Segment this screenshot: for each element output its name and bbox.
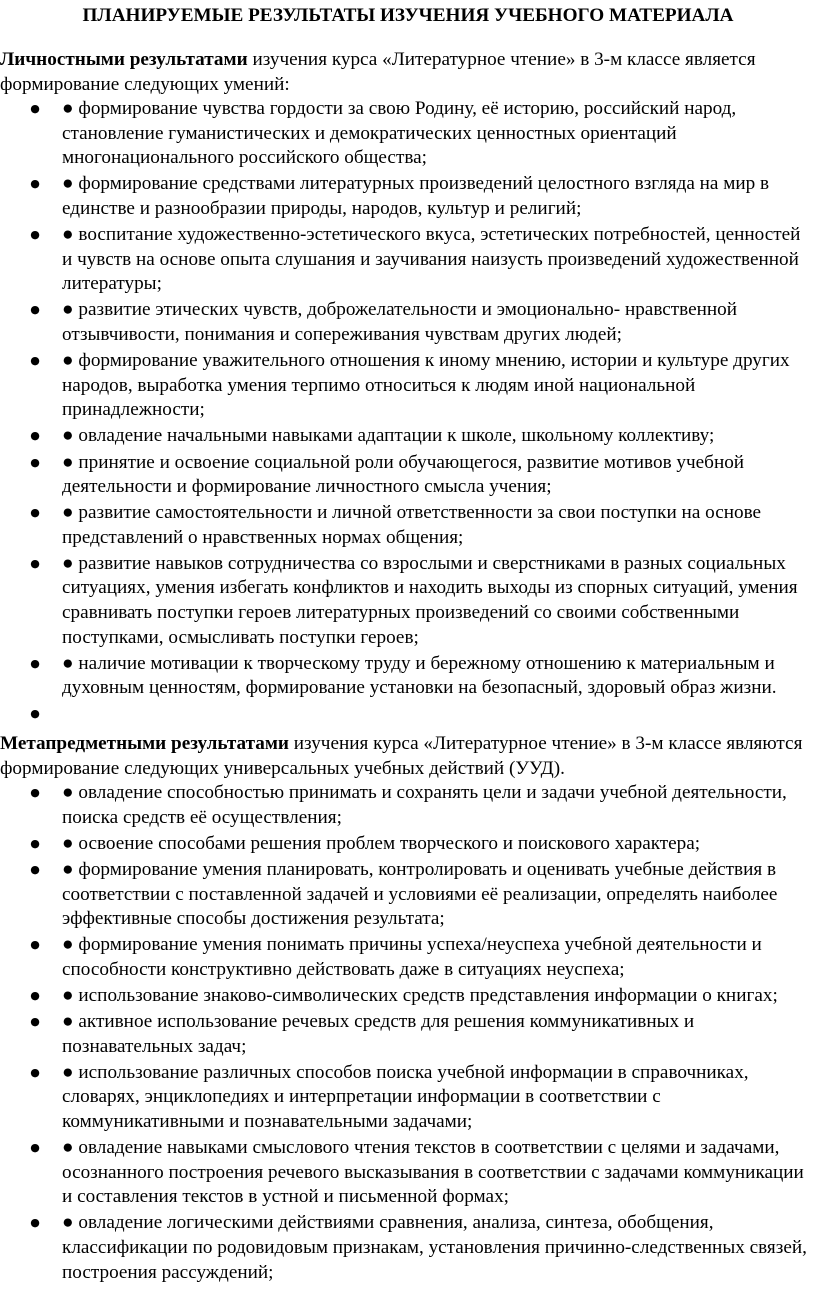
- list-item-text: ● использование знаково-символических средств представления информации о книгах;: [62, 984, 778, 1006]
- list-item: [0, 933, 816, 982]
- bullet-icon: ●: [30, 506, 40, 520]
- list-item-text: ● овладение навыками смыслового чтения текстов в соответствии с целями и задачами, осознанного построения речевого высказывания в соответствии с задачами коммуникации и составления текстов в устной и письменной формах;: [62, 1137, 804, 1208]
- list-item: [0, 832, 816, 857]
- bullet-icon: ●: [30, 429, 40, 443]
- list-item: [0, 97, 816, 171]
- bullet-icon: ●: [30, 556, 40, 570]
- bullet-icon: ●: [30, 1216, 40, 1230]
- list-item: [0, 652, 816, 701]
- bullet-icon: ●: [30, 177, 40, 191]
- list-item: [0, 781, 816, 830]
- list-item: [0, 349, 816, 423]
- list-item: [0, 424, 816, 449]
- list-item-text: ● использование различных способов поиска учебной информации в справочниках, словарях, энциклопедиях и интерпретации информации в соответствии с коммуникативными и познавательными задачами;: [62, 1061, 749, 1132]
- bullet-icon: ●: [30, 455, 40, 469]
- list-item: [0, 451, 816, 500]
- bullet-icon: ●: [30, 988, 40, 1002]
- list-item: [0, 702, 816, 727]
- bullet-icon: ●: [30, 707, 40, 721]
- list-item-text: ● наличие мотивации к творческому труду и бережному отношению к материальным и духовным ценностям, формирование установки на безопасный, здоровый образ жизни.: [62, 652, 777, 699]
- meta-results-intro-text: изучения курса «Литературное чтение» в 3-м классе являются формирование следующих универсальных учебных действий (УУД).: [0, 733, 803, 779]
- list-item: [0, 1211, 816, 1285]
- bullet-icon: ●: [30, 938, 40, 952]
- list-item-text: ● принятие и освоение социальной роли обучающегося, развитие мотивов учебной деятельности и формирование личностного смысла учения;: [62, 451, 745, 498]
- bullet-icon: ●: [30, 228, 40, 242]
- personal-results-list: [0, 97, 816, 727]
- bullet-icon: ●: [30, 102, 40, 116]
- bullet-icon: ●: [30, 656, 40, 670]
- list-item-text: ● овладение логическими действиями сравнения, анализа, синтеза, обобщения, классификации по родовидовым признакам, установления причинно-следственных связей, построения рассуждений;: [62, 1212, 807, 1283]
- bullet-icon: ●: [30, 354, 40, 368]
- bullet-icon: ●: [30, 786, 40, 800]
- bullet-icon: ●: [30, 863, 40, 876]
- list-item: [0, 298, 816, 347]
- list-item-text: ● воспитание художественно-эстетического вкуса, эстетических потребностей, ценностей и чувств на основе опыта слушания и заучивания наизусть произведений художественной литературы;: [62, 224, 801, 295]
- list-item-text: ● активное использование речевых средств для решения коммуникативных и познавательных задач;: [62, 1011, 695, 1057]
- list-item: [0, 1010, 816, 1059]
- list-item-text: ● формирование умения планировать, контролировать и оценивать учебные действия в соответствии с поставленной задачей и условиями её реализации, определять наиболее эффективные способы достижения результата;: [62, 859, 778, 930]
- list-item: [0, 172, 816, 221]
- list-item: [0, 1136, 816, 1210]
- list-item-text: ● овладение начальными навыками адаптации к школе, школьному коллективу;: [62, 425, 715, 447]
- list-item-text: ● освоение способами решения проблем творческого и поискового характера;: [62, 832, 701, 854]
- bullet-icon: ●: [30, 1141, 40, 1155]
- list-item-text: ● развитие навыков сотрудничества со взрослыми и сверстниками в разных социальных ситуациях, умения избегать конфликтов и находить выходы из спорных ситуаций, умения сравнивать поступки героев литературных произведений со своими собственными поступками, осмысливать поступки героев;: [62, 552, 798, 648]
- list-item-text: ● формирование умения понимать причины успеха/неуспеха учебной деятельности и способности конструктивно действовать даже в ситуациях неуспеха;: [62, 934, 762, 980]
- personal-results-intro: [0, 48, 816, 97]
- list-item-text: ● овладение способностью принимать и сохранять цели и задачи учебной деятельности, поиска средств её осуществления;: [62, 782, 787, 828]
- list-item-text: ● развитие самостоятельности и личной ответственности за свои поступки на основе представлений о нравственных нормах общения;: [62, 502, 762, 548]
- personal-results-lead: Личностными результатами: [0, 49, 248, 70]
- list-item: [0, 552, 816, 650]
- list-item-text: ● формирование средствами литературных произведений целостного взгляда на мир в единстве и разнообразии природы, народов, культур и религий;: [62, 173, 770, 220]
- page-title: ПЛАНИРУЕМЫЕ РЕЗУЛЬТАТЫ ИЗУЧЕНИЯ УЧЕБНОГО МАТЕРИАЛА: [82, 5, 734, 26]
- bullet-icon: ●: [30, 836, 40, 850]
- meta-results-intro: [0, 732, 816, 781]
- meta-results-lead: Метапредметными результатами: [0, 733, 289, 755]
- list-item: [0, 501, 816, 550]
- personal-results-intro-text: изучения курса «Литературное чтение» в 3-м классе является формирование следующих умений:: [0, 49, 756, 95]
- list-item: [0, 1061, 816, 1135]
- bullet-icon: ●: [30, 1065, 40, 1079]
- list-item-text: ● формирование чувства гордости за свою Родину, её историю, российский народ, становление гуманистических и демократических ценностных ориентаций многонационального российского общества;: [62, 98, 737, 169]
- list-item-text: ● развитие этических чувств, доброжелательности и эмоционально- нравственной отзывчивости, понимания и сопереживания чувствам других людей;: [62, 299, 738, 346]
- list-item-text: ● формирование уважительного отношения к иному мнению, истории и культуре других народов, выработка умения терпимо относиться к людям иной национальной принадлежности;: [62, 350, 790, 421]
- bullet-icon: ●: [30, 1015, 40, 1029]
- list-item: [0, 858, 816, 932]
- meta-results-list: [0, 781, 816, 1285]
- bullet-icon: ●: [30, 303, 40, 317]
- list-item: [0, 223, 816, 297]
- list-item: [0, 984, 816, 1009]
